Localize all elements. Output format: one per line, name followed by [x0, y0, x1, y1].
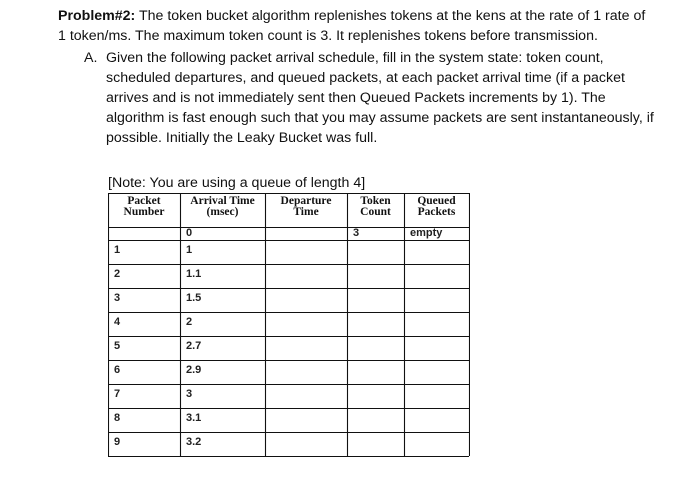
table-cell: 0	[186, 227, 193, 239]
table-cell: 8	[114, 412, 121, 424]
column-header-line: Count	[360, 206, 391, 218]
table-cell: empty	[410, 227, 443, 239]
table-cell: 3.2	[186, 436, 202, 448]
table-cell: 2.9	[186, 364, 202, 376]
part-a-line: Given the following packet arrival schedule, fill in the system state: token count,	[106, 50, 604, 66]
queue-note: [Note: You are using a queue of length 4]	[108, 175, 366, 191]
problem-intro-line-2: 1 token/ms. The maximum token count is 3. It replenishes tokens before transmission.	[58, 28, 598, 44]
table-cell: 2.7	[186, 340, 202, 352]
part-a-line: possible. Initially the Leaky Bucket was full.	[106, 130, 378, 146]
table-cell: 2	[186, 316, 193, 328]
part-a-line: scheduled departures, and queued packets, at each packet arrival time (if a packet	[106, 70, 625, 86]
table-cell: 3	[186, 388, 193, 400]
table-cell: 1	[114, 244, 121, 256]
table-cell: 3.1	[186, 412, 202, 424]
table-cell: 3	[114, 292, 121, 304]
table-cell: 9	[114, 436, 121, 448]
table-cell: 3	[353, 227, 360, 239]
table-cell: 2	[114, 268, 121, 280]
column-header-line: Packets	[417, 206, 456, 218]
column-header-line: Number	[123, 206, 165, 218]
column-header-line: Packet	[127, 195, 161, 207]
packet-schedule-table	[108, 193, 470, 463]
column-header-line: Time	[293, 206, 319, 218]
table-cell: 1	[186, 244, 193, 256]
column-header	[347, 196, 404, 218]
part-a-marker: A.	[84, 50, 98, 66]
column-header-line: (msec)	[206, 206, 239, 218]
part-a-line: algorithm is fast enough such that you may assume packets are sent instantaneously, if	[106, 110, 654, 126]
part-a-line: arrives and is not immediately sent then Queued Packets increments by 1). The	[106, 90, 606, 106]
table-cell: 4	[114, 316, 121, 328]
column-header	[108, 196, 180, 218]
problem-statement	[58, 6, 688, 46]
problem-intro-line-1: Problem#2: The token bucket algorithm replenishes tokens at the kens at the rate of 1 rate of	[58, 8, 646, 24]
table-cell: 7	[114, 388, 121, 400]
table-cell: 6	[114, 364, 121, 376]
column-header-line: Departure	[280, 195, 332, 207]
column-header	[265, 196, 347, 218]
table-cell: 5	[114, 340, 121, 352]
column-header-line: Queued	[417, 195, 456, 207]
problem-label: Problem#2:	[58, 8, 136, 24]
table-cell: 1.1	[186, 268, 202, 280]
column-header	[404, 196, 469, 218]
column-header-line: Token	[360, 195, 391, 207]
column-header	[180, 196, 265, 218]
column-header-line: Arrival Time	[190, 195, 255, 207]
table-cell: 1.5	[186, 292, 202, 304]
